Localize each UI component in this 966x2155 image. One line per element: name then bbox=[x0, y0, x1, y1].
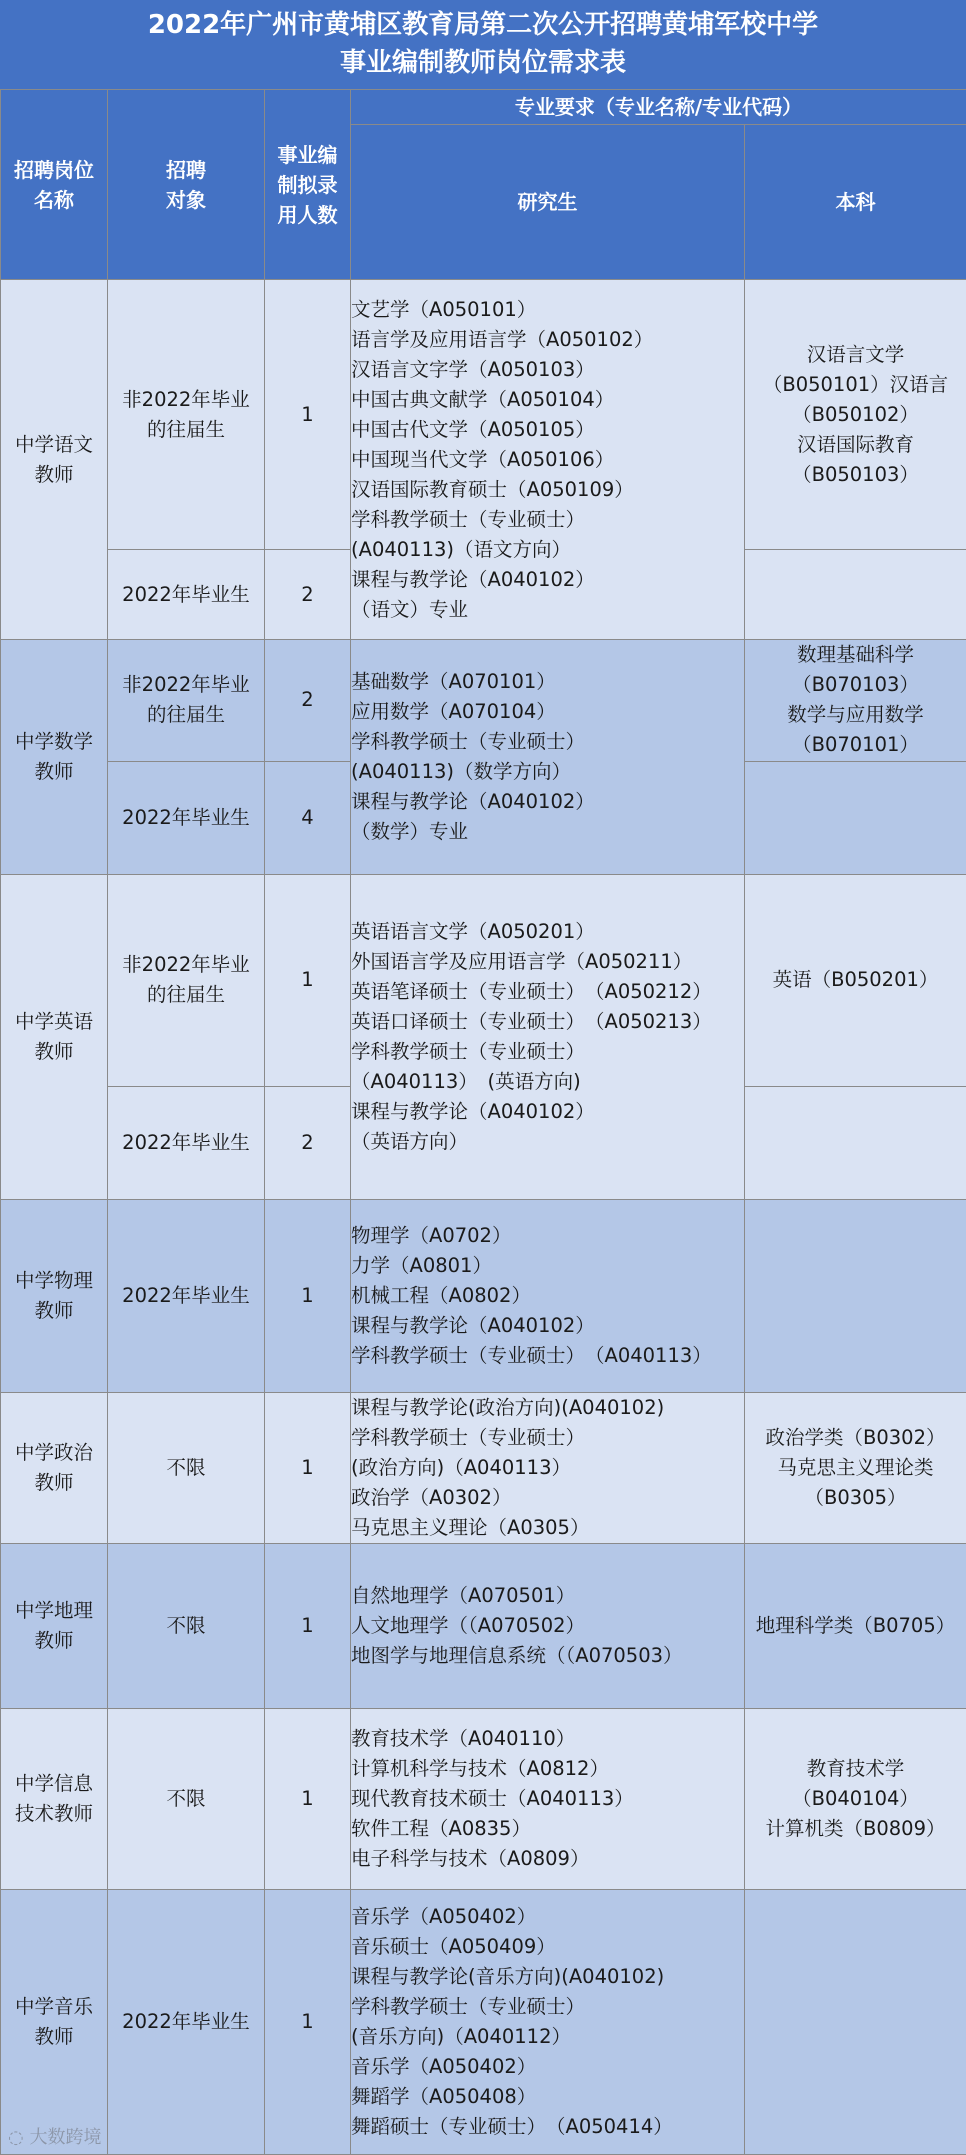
table-title bbox=[0, 0, 966, 89]
count-cell: 2 bbox=[265, 1086, 351, 1199]
count-cell: 4 bbox=[265, 761, 351, 874]
requirements-table bbox=[0, 89, 966, 2155]
table-row bbox=[1, 640, 966, 761]
undergraduate-majors-cell: 政治学类（B0302） 马克思主义理论类 （B0305） bbox=[745, 1393, 966, 1544]
undergraduate-majors-cell: 地理科学类（B0705） bbox=[745, 1544, 966, 1709]
header-major: 专业要求（专业名称/专业代码） bbox=[351, 90, 966, 125]
graduate-majors-cell: 教育技术学（A040110） 计算机科学与技术（A0812） 现代教育技术硕士（A040113） 软件工程（A0835） 电子科学与技术（A0809） bbox=[351, 1709, 745, 1889]
count-cell: 2 bbox=[265, 640, 351, 761]
target-cell: 不限 bbox=[108, 1393, 265, 1544]
count-cell: 1 bbox=[265, 1544, 351, 1709]
graduate-majors-cell: 文艺学（A050101） 语言学及应用语言学（A050102） 汉语言文字学（A050103） 中国古典文献学（A050104） 中国古代文学（A050105） 中国现当代文学（A050106） 汉语国际教育硕士（A050109） 学科教学硕士（专业硕士） (A040113)（语文方向） 课程与教学论（A040102） （语文）专业 bbox=[351, 280, 745, 640]
header-count: 事业编 制拟录 用人数 bbox=[265, 90, 351, 280]
table-row bbox=[1, 280, 966, 550]
count-cell: 1 bbox=[265, 1393, 351, 1544]
target-cell: 非2022年毕业 的往届生 bbox=[108, 280, 265, 550]
undergraduate-majors-cell bbox=[745, 1199, 966, 1392]
graduate-majors-cell: 自然地理学（A070501） 人文地理学（（A070502） 地图学与地理信息系统（（A070503） bbox=[351, 1544, 745, 1709]
watermark-logo-icon: ◌ bbox=[8, 2127, 24, 2148]
position-cell: 中学数学 教师 bbox=[1, 640, 108, 874]
target-cell: 不限 bbox=[108, 1709, 265, 1889]
graduate-majors-cell: 基础数学（A070101） 应用数学（A070104） 学科教学硕士（专业硕士） (A040113)（数学方向） 课程与教学论（A040102） （数学）专业 bbox=[351, 640, 745, 874]
target-cell: 非2022年毕业 的往届生 bbox=[108, 640, 265, 761]
count-cell: 1 bbox=[265, 1199, 351, 1392]
table-row bbox=[1, 1199, 966, 1392]
table-row bbox=[1, 1393, 966, 1544]
target-cell: 2022年毕业生 bbox=[108, 1889, 265, 2154]
graduate-majors-cell: 音乐学（A050402） 音乐硕士（A050409） 课程与教学论(音乐方向)(A040102) 学科教学硕士（专业硕士） (音乐方向)（A040112） 音乐学（A050402） 舞蹈学（A050408） 舞蹈硕士（专业硕士） （A050414） bbox=[351, 1889, 745, 2154]
count-cell: 1 bbox=[265, 1709, 351, 1889]
title-line-2: 事业编制教师岗位需求表 bbox=[339, 48, 626, 78]
target-cell: 2022年毕业生 bbox=[108, 761, 265, 874]
title-line-1: 2022年广州市黄埔区教育局第二次公开招聘黄埔军校中学 bbox=[147, 10, 819, 40]
target-cell: 2022年毕业生 bbox=[108, 1199, 265, 1392]
count-cell: 2 bbox=[265, 550, 351, 640]
watermark-text: 大数跨境 bbox=[29, 2127, 102, 2148]
graduate-majors-cell: 英语语言文学（A050201） 外国语言学及应用语言学（A050211） 英语笔译硕士（专业硕士） （A050212） 英语口译硕士（专业硕士） （A050213） 学科教学硕士（专业硕士） （A040113） (英语方向) 课程与教学论（A040102） （英语方向） bbox=[351, 874, 745, 1199]
position-cell: 中学信息 技术教师 bbox=[1, 1709, 108, 1889]
watermark bbox=[8, 2124, 101, 2152]
undergraduate-majors-cell bbox=[745, 1889, 966, 2154]
table-row bbox=[1, 1544, 966, 1709]
position-cell: 中学政治 教师 bbox=[1, 1393, 108, 1544]
undergraduate-majors-cell bbox=[745, 550, 966, 640]
table-row bbox=[1, 874, 966, 1086]
count-cell: 1 bbox=[265, 874, 351, 1086]
position-cell: 中学语文 教师 bbox=[1, 280, 108, 640]
undergraduate-majors-cell bbox=[745, 1086, 966, 1199]
target-cell: 2022年毕业生 bbox=[108, 1086, 265, 1199]
header-position: 招聘岗位 名称 bbox=[1, 90, 108, 280]
graduate-majors-cell: 课程与教学论(政治方向)(A040102) 学科教学硕士（专业硕士） (政治方向)（A040113） 政治学（A0302） 马克思主义理论（A0305） bbox=[351, 1393, 745, 1544]
undergraduate-majors-cell bbox=[745, 761, 966, 874]
table-row bbox=[1, 1889, 966, 2154]
position-cell: 中学地理 教师 bbox=[1, 1544, 108, 1709]
count-cell: 1 bbox=[265, 280, 351, 550]
target-cell: 不限 bbox=[108, 1544, 265, 1709]
undergraduate-majors-cell: 汉语言文学 （B050101）汉语言 （B050102） 汉语国际教育 （B050103） bbox=[745, 280, 966, 550]
undergraduate-majors-cell: 数理基础科学 （B070103） 数学与应用数学 （B070101） bbox=[745, 640, 966, 761]
position-cell: 中学英语 教师 bbox=[1, 874, 108, 1199]
undergraduate-majors-cell: 教育技术学 （B040104） 计算机类（B0809） bbox=[745, 1709, 966, 1889]
undergraduate-majors-cell: 英语（B050201） bbox=[745, 874, 966, 1086]
position-cell: 中学音乐 教师 bbox=[1, 1889, 108, 2154]
table-row bbox=[1, 1709, 966, 1889]
graduate-majors-cell: 物理学（A0702） 力学（A0801） 机械工程（A0802） 课程与教学论（A040102） 学科教学硕士（专业硕士） （A040113） bbox=[351, 1199, 745, 1392]
header-undergraduate: 本科 bbox=[745, 125, 966, 280]
header-target: 招聘 对象 bbox=[108, 90, 265, 280]
target-cell: 非2022年毕业 的往届生 bbox=[108, 874, 265, 1086]
position-cell: 中学物理 教师 bbox=[1, 1199, 108, 1392]
count-cell: 1 bbox=[265, 1889, 351, 2154]
target-cell: 2022年毕业生 bbox=[108, 550, 265, 640]
header-graduate: 研究生 bbox=[351, 125, 745, 280]
